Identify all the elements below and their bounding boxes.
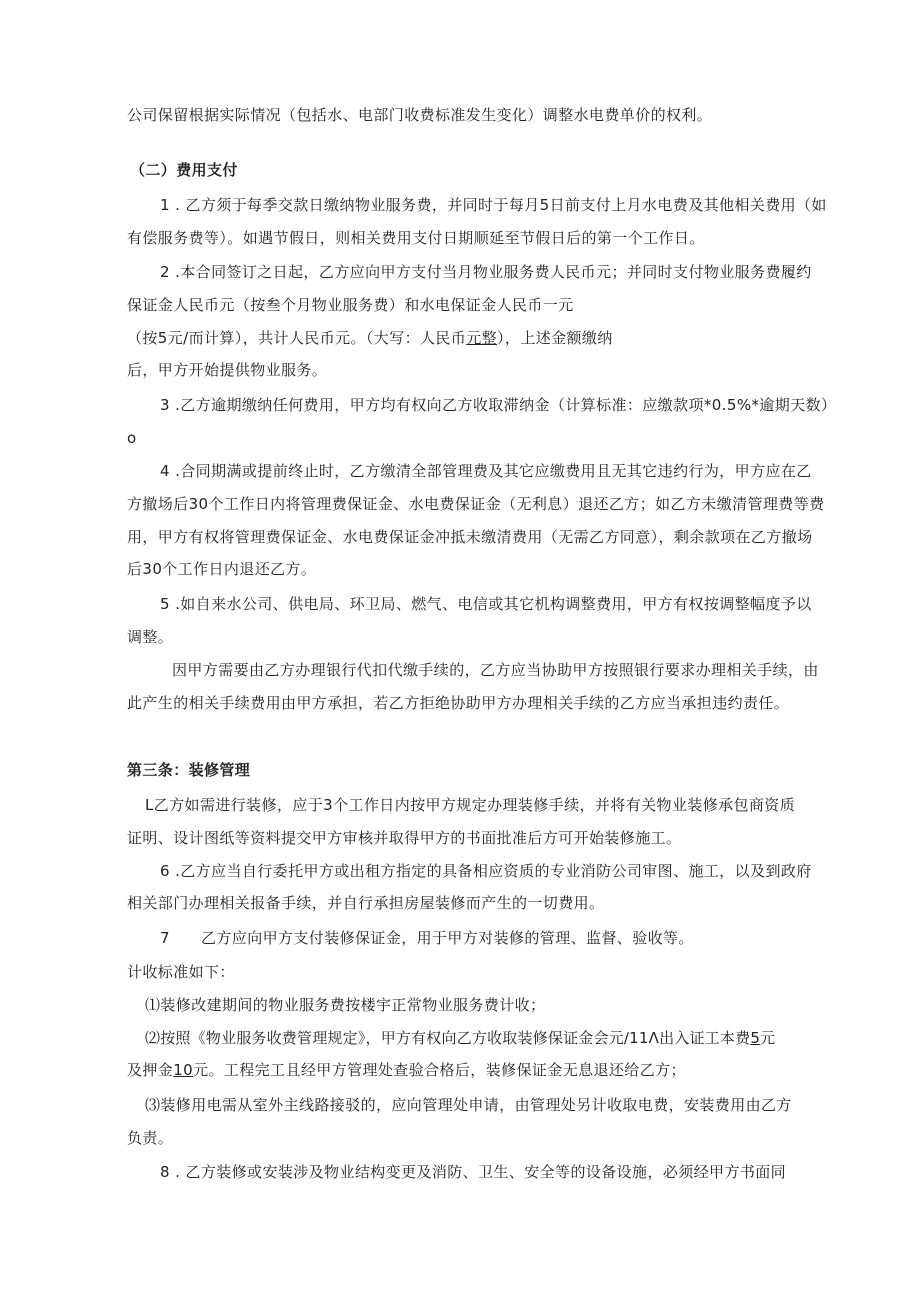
item-3-line-2: o [127, 429, 137, 447]
deposit-amount: 10 [173, 1061, 194, 1079]
pass-fee-amount: 5 [750, 1029, 761, 1047]
fee-standard-3-line-1: ⑶装修用电需从室外主线路接驳的，应向管理处申请，由管理处另计收取电费，安装费用由乙方 [145, 1096, 792, 1114]
renov-item-8-line-1: 8 . 乙方装修或安装涉及物业结构变更及消防、卫生、安全等的设备设施，必须经甲方书面同 [160, 1163, 787, 1181]
renov-item-7-number: 7 [160, 929, 170, 947]
para-bank-withholding-2: 此产生的相关手续费用由甲方承担，若乙方拒绝协助甲方办理相关手续的乙方应当承担违约责任。 [127, 694, 790, 712]
item-5-line-1: 5 .如自来水公司、供电局、环卫局、燃气、电信或其它机构调整费用，甲方有权按调整幅度予以 [160, 595, 812, 613]
renov-item-7-text: 乙方应向甲方支付装修保证金，用于甲方对装修的管理、监督、验收等。 [201, 929, 694, 947]
heading-article-3-renovation: 第三条：装修管理 [127, 761, 251, 779]
renov-item-6-line-1: 6 .乙方应当自行委托甲方或出租方指定的具备相应资质的专业消防公司审图、施工，以及到政府 [160, 862, 812, 880]
item-1-line-2: 有偿服务费等）。如遇节假日，则相关费用支付日期顺延至节假日后的第一个工作日。 [127, 229, 705, 247]
fee-standard-2-line-2 [127, 1060, 820, 1080]
item-2-line-1: 2 .本合同签订之日起，乙方应向甲方支付当月物业服务费人民币元；并同时支付物业服务费履约 [160, 263, 812, 281]
item-2-line-3 [127, 328, 820, 348]
item-4-line-1: 4 .合同期满或提前终止时，乙方缴清全部管理费及其它应缴费用且无其它违约行为，甲方应在乙 [160, 462, 812, 480]
fee-standard-2-tail: 元。工程完工且经甲方管理处查验合格后，装修保证金无息退还给乙方； [193, 1061, 686, 1079]
item-2-line-4: 后，甲方开始提供物业服务。 [127, 361, 328, 379]
item-2-line-2: 保证金人民币元（按叁个月物业服务费）和水电保证金人民币一元 [127, 296, 574, 314]
para-bank-withholding-1: 因甲方需要由乙方办理银行代扣代缴手续的，乙方应当协助甲方按照银行要求办理相关手续，由 [172, 661, 819, 679]
fee-standard-1: ⑴装修改建期间的物业服务费按楼宇正常物业服务费计收； [145, 996, 546, 1014]
item-4-line-3: 用，甲方有权将管理费保证金、水电费保证金冲抵未缴清费用（无需乙方同意），剩余款项在乙方撤场 [127, 528, 813, 546]
fee-standard-2-line-1 [145, 1028, 820, 1048]
heading-fee-payment: （二）费用支付 [130, 161, 238, 179]
item-2-line-3-b: ），上述金额缴纳 [497, 329, 613, 347]
item-4-line-2: 方撤场后30个工作日内将管理费保证金、水电费保证金（无利息）退还乙方；如乙方未缴清管理费等费 [127, 495, 825, 513]
item-3-line-1: 3 .乙方逾期缴纳任何费用，甲方均有权向乙方收取滞纳金（计算标准：应缴款项*0.5%*逾期天数） [160, 396, 837, 414]
renov-item-1-line-2: 证明、设计图纸等资料提交甲方审核并取得甲方的书面批准后方可开始装修施工。 [127, 829, 682, 847]
renov-item-1-line-1: L乙方如需进行装修，应于3个工作日内按甲方规定办理装修手续，并将有关物业装修承包商资质 [145, 796, 796, 814]
item-4-line-4: 后30个工作日内退还乙方。 [127, 560, 317, 578]
renov-item-6-line-2: 相关部门办理相关报备手续，并自行承担房屋装修而产生的一切费用。 [127, 894, 605, 912]
deposit-label: 及押金 [127, 1061, 174, 1079]
item-1-line-1: 1 . 乙方须于每季交款日缴纳物业服务费，并同时于每月5日前支付上月水电费及其他相关费用（如 [160, 196, 827, 214]
fee-standard-label: 计收标准如下： [127, 963, 235, 981]
item-2-blank-yuan-zheng: 元整 [466, 329, 498, 347]
fee-standard-2-text: ⑵按照《物业服务收费管理规定》，甲方有权向乙方收取装修保证金会元∕11Λ出入证工本费 [145, 1029, 751, 1047]
item-5-line-2: 调整。 [127, 628, 174, 646]
para-utility-price-adjust: 公司保留根据实际情况（包括水、电部门收费标准发生变化）调整水电费单价的权利。 [127, 106, 713, 124]
item-2-line-3-a: （按5元/而计算），共计人民币元。（大写：人民币 [127, 329, 467, 347]
fee-standard-3-line-2: 负责。 [127, 1129, 174, 1147]
pass-fee-unit: 元 [760, 1029, 776, 1047]
